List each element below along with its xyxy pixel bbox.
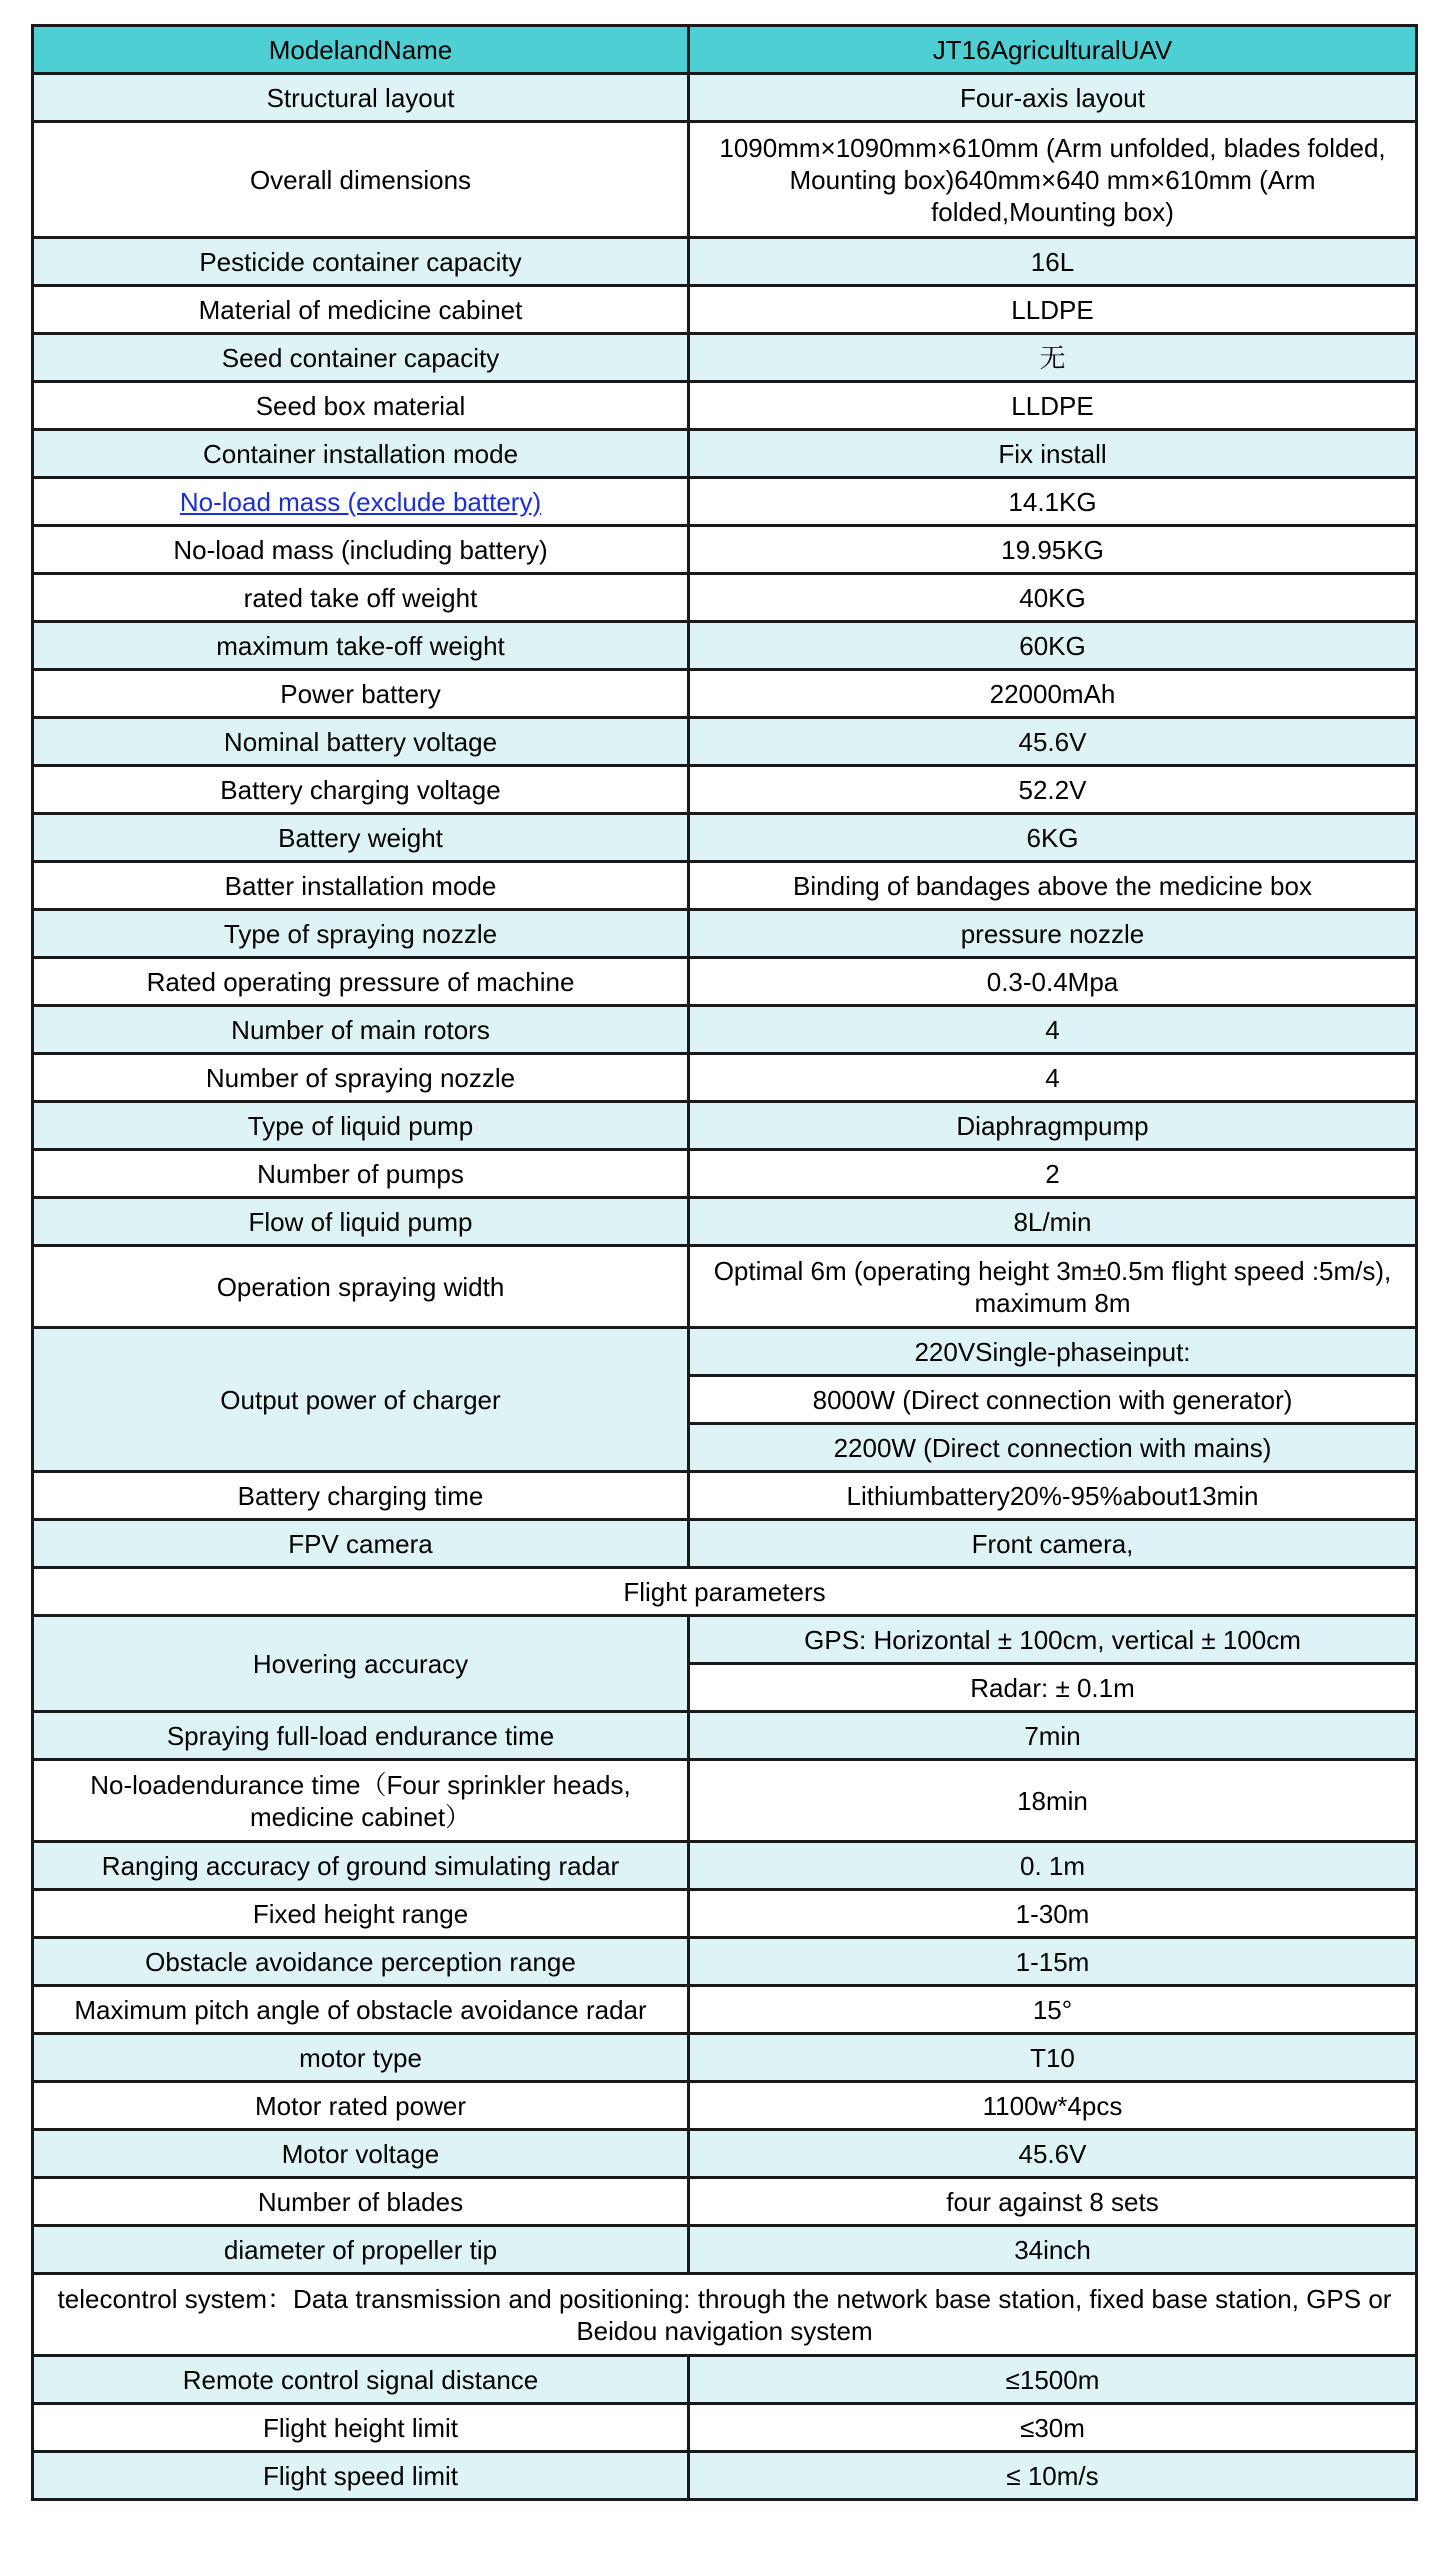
param-value: ≤1500m	[689, 2356, 1417, 2404]
header-model-value: JT16AgriculturalUAV	[689, 26, 1417, 74]
table-row	[33, 1842, 1417, 1890]
table-row	[33, 1616, 1417, 1664]
param-label: maximum take-off weight	[33, 622, 689, 670]
table-row	[33, 430, 1417, 478]
param-value: four against 8 sets	[689, 2178, 1417, 2226]
param-label-link[interactable]	[33, 478, 689, 526]
section-flight-parameters: Flight parameters	[33, 1568, 1417, 1616]
param-value: Fix install	[689, 430, 1417, 478]
param-value: 2	[689, 1150, 1417, 1198]
param-label: diameter of propeller tip	[33, 2226, 689, 2274]
table-row	[33, 1472, 1417, 1520]
param-label: Obstacle avoidance perception range	[33, 1938, 689, 1986]
table-row	[33, 122, 1417, 238]
param-label: Motor rated power	[33, 2082, 689, 2130]
param-label: Operation spraying width	[33, 1246, 689, 1328]
param-label: Flight height limit	[33, 2404, 689, 2452]
param-label: Ranging accuracy of ground simulating radar	[33, 1842, 689, 1890]
table-row	[33, 1890, 1417, 1938]
table-row	[33, 1102, 1417, 1150]
param-value: Optimal 6m (operating height 3m±0.5m flight speed :5m/s), maximum 8m	[689, 1246, 1417, 1328]
param-label: Seed container capacity	[33, 334, 689, 382]
param-label: No-load mass (including battery)	[33, 526, 689, 574]
spec-sheet	[31, 24, 1415, 2501]
param-label: Flight speed limit	[33, 2452, 689, 2500]
table-row	[33, 814, 1417, 862]
table-row	[33, 1760, 1417, 1842]
param-value: pressure nozzle	[689, 910, 1417, 958]
table-row	[33, 1198, 1417, 1246]
param-label: Spraying full-load endurance time	[33, 1712, 689, 1760]
table-row	[33, 2178, 1417, 2226]
table-row	[33, 334, 1417, 382]
table-row	[33, 526, 1417, 574]
table-row	[33, 2226, 1417, 2274]
param-label: No-loadendurance time（Four sprinkler heads, medicine cabinet）	[33, 1760, 689, 1842]
param-label: rated take off weight	[33, 574, 689, 622]
param-value: Front camera,	[689, 1520, 1417, 1568]
table-row	[33, 382, 1417, 430]
param-label: Remote control signal distance	[33, 2356, 689, 2404]
param-label: Material of medicine cabinet	[33, 286, 689, 334]
param-value: T10	[689, 2034, 1417, 2082]
param-label: Nominal battery voltage	[33, 718, 689, 766]
param-label: Type of liquid pump	[33, 1102, 689, 1150]
table-row	[33, 1246, 1417, 1328]
param-value: 1090mm×1090mm×610mm (Arm unfolded, blades folded, Mounting box)640mm×640 mm×610mm (Arm folded,Mounting box)	[689, 122, 1417, 238]
param-label: Container installation mode	[33, 430, 689, 478]
table-row	[33, 2130, 1417, 2178]
param-label: Battery weight	[33, 814, 689, 862]
telecontrol-system-note: telecontrol system：Data transmission and positioning: through the network base station, fixed base station, GPS or Beidou navigation system	[33, 2274, 1417, 2356]
param-label: Number of main rotors	[33, 1006, 689, 1054]
param-value: 52.2V	[689, 766, 1417, 814]
table-row	[33, 1520, 1417, 1568]
table-row	[33, 286, 1417, 334]
param-value: ≤30m	[689, 2404, 1417, 2452]
param-value: Binding of bandages above the medicine box	[689, 862, 1417, 910]
table-row	[33, 718, 1417, 766]
param-value: 60KG	[689, 622, 1417, 670]
table-row	[33, 670, 1417, 718]
param-label: Seed box material	[33, 382, 689, 430]
table-row	[33, 2034, 1417, 2082]
param-value: 34inch	[689, 2226, 1417, 2274]
param-label: Type of spraying nozzle	[33, 910, 689, 958]
hover-value: Radar: ± 0.1m	[689, 1664, 1417, 1712]
param-value: 19.95KG	[689, 526, 1417, 574]
param-value: Lithiumbattery20%-95%about13min	[689, 1472, 1417, 1520]
param-label: Batter installation mode	[33, 862, 689, 910]
param-label: Number of pumps	[33, 1150, 689, 1198]
param-label: Rated operating pressure of machine	[33, 958, 689, 1006]
table-row	[33, 766, 1417, 814]
param-label: Flow of liquid pump	[33, 1198, 689, 1246]
param-value: 40KG	[689, 574, 1417, 622]
param-label: Battery charging voltage	[33, 766, 689, 814]
table-row	[33, 1054, 1417, 1102]
table-row	[33, 74, 1417, 122]
param-value: 22000mAh	[689, 670, 1417, 718]
param-value: 45.6V	[689, 2130, 1417, 2178]
no-load-mass-link[interactable]: No-load mass (exclude battery)	[179, 486, 542, 517]
param-value: LLDPE	[689, 286, 1417, 334]
table-row	[33, 2356, 1417, 2404]
param-value: 15°	[689, 1986, 1417, 2034]
param-label: Overall dimensions	[33, 122, 689, 238]
param-value: 8L/min	[689, 1198, 1417, 1246]
table-row	[33, 862, 1417, 910]
param-value: 14.1KG	[689, 478, 1417, 526]
spec-table	[31, 24, 1418, 2501]
table-row	[33, 238, 1417, 286]
param-value: 1-30m	[689, 1890, 1417, 1938]
table-row	[33, 1986, 1417, 2034]
hover-value: GPS: Horizontal ± 100cm, vertical ± 100cm	[689, 1616, 1417, 1664]
param-value: 18min	[689, 1760, 1417, 1842]
param-value: LLDPE	[689, 382, 1417, 430]
param-value: Diaphragmpump	[689, 1102, 1417, 1150]
param-label: Battery charging time	[33, 1472, 689, 1520]
param-value: ≤ 10m/s	[689, 2452, 1417, 2500]
param-label: Fixed height range	[33, 1890, 689, 1938]
param-label: Motor voltage	[33, 2130, 689, 2178]
param-label: motor type	[33, 2034, 689, 2082]
param-label: Structural layout	[33, 74, 689, 122]
param-label: Number of spraying nozzle	[33, 1054, 689, 1102]
table-row	[33, 910, 1417, 958]
table-row	[33, 958, 1417, 1006]
charger-label: Output power of charger	[33, 1328, 689, 1472]
table-row	[33, 1938, 1417, 1986]
param-label: Number of blades	[33, 2178, 689, 2226]
table-row	[33, 1150, 1417, 1198]
param-label: Maximum pitch angle of obstacle avoidance radar	[33, 1986, 689, 2034]
section-row	[33, 2274, 1417, 2356]
table-row	[33, 1328, 1417, 1376]
param-value: 16L	[689, 238, 1417, 286]
header-model-name: ModelandName	[33, 26, 689, 74]
charger-value: 2200W (Direct connection with mains)	[689, 1424, 1417, 1472]
param-value: 45.6V	[689, 718, 1417, 766]
charger-value: 8000W (Direct connection with generator)	[689, 1376, 1417, 1424]
table-row	[33, 574, 1417, 622]
param-value: 6KG	[689, 814, 1417, 862]
section-row	[33, 1568, 1417, 1616]
param-value: Four-axis layout	[689, 74, 1417, 122]
param-value: 1-15m	[689, 1938, 1417, 1986]
table-row	[33, 2404, 1417, 2452]
param-label: Power battery	[33, 670, 689, 718]
table-row	[33, 2082, 1417, 2130]
param-value: 7min	[689, 1712, 1417, 1760]
table-row	[33, 622, 1417, 670]
param-value: 0. 1m	[689, 1842, 1417, 1890]
table-header-row	[33, 26, 1417, 74]
hover-label: Hovering accuracy	[33, 1616, 689, 1712]
table-row	[33, 478, 1417, 526]
param-label: Pesticide container capacity	[33, 238, 689, 286]
param-label: FPV camera	[33, 1520, 689, 1568]
table-row	[33, 1712, 1417, 1760]
param-value: 1100w*4pcs	[689, 2082, 1417, 2130]
param-value: 4	[689, 1006, 1417, 1054]
table-row	[33, 2452, 1417, 2500]
param-value: 无	[689, 334, 1417, 382]
table-row	[33, 1006, 1417, 1054]
param-value: 4	[689, 1054, 1417, 1102]
charger-value: 220VSingle-phaseinput:	[689, 1328, 1417, 1376]
param-value: 0.3-0.4Mpa	[689, 958, 1417, 1006]
